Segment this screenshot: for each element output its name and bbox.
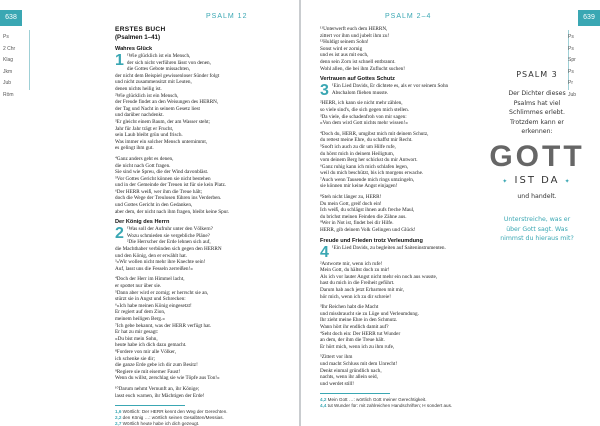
handlettering-prompt-line: Unterstreiche, was er [503,216,571,223]
verse-line: weil du mich beschützt, bis ich morgens erwache. [320,170,424,177]
footnote-text: den König …: wörtlich seinen Gesalbten/Messias. [122,415,224,421]
verse-line: die ganze Erde gebe ich dir zum Besitz! [115,362,198,369]
left-footnotes [115,409,295,426]
verse-line: ⁵Zittert vor ihm [320,354,353,361]
margin-ref: Ps [568,45,574,52]
right-running-head: PSALM 2–4 [385,13,432,20]
verse-line: Er hat zu mir gesagt: [115,329,159,336]
verse-line: Wenn du willst, zerschlag sie wie Töpfe aus Ton!« [115,375,220,382]
verse-line: ⁹Regiere sie mit eiserner Faust! [115,368,181,375]
margin-ref: Ps [3,34,9,40]
psalm2-heading: Der König des Herrn [115,219,170,226]
right-footnote-rule [320,393,390,394]
verse-line: Ihr zieht meine Ehre in den Schmutz. [320,317,398,324]
verse-line: er spottet nur über sie. [115,283,162,289]
margin-ref: Ps [568,68,574,75]
verse-line: Er regiert auf dem Zion, [115,309,166,316]
verse-line: der nicht dem Beispiel gewissenloser Sünder folgt [115,72,220,79]
verse-line: Ich weiß, du schlägst ihnen aufs freche Maul, [320,207,415,214]
handlettering-line: Der Dichter dieses [508,90,566,97]
handlettering-prompt-line: über Gott sagt. Was [506,225,568,233]
verse-line: ⁶Ganz ruhig kann ich mich schlafen legen, [320,163,409,170]
psalm1-number: 1 [115,52,124,69]
left-margin-refs [3,32,27,101]
verse-line: ¹²Huldigt seinem Sohn! [320,39,369,46]
verse-line: ²Wie glücklich ist ein Mensch, [115,92,179,99]
margin-ref: Spr [568,57,576,63]
verse-line: ³Da viele, die schadenfroh von mir sagen: [320,113,407,120]
verse-line: ¹¹Unterwerft euch dem HERRN, [320,26,388,32]
psalm2-verses-3 [115,386,295,399]
psalm1-verses [115,53,295,152]
verse-line: ⁶Der HERR weiß, wer ihm die Treue hält; [115,188,203,195]
psalm1-verses-2 [115,156,295,215]
psalm4-intro: ¹Ein Lied Davids, zu begleiten auf Saiteninstrumenten. [331,244,446,251]
margin-ref: Jub [568,91,577,98]
verse-line: an dem, der ihm die Treue hält. [320,337,385,344]
footnote-text: Wörtlich: Der HERR kennt den Weg der Gerechten. [122,409,228,415]
verse-line: meinem heiligen Berg.« [115,315,165,322]
verse-line: die nicht nach Gott fragen. [115,162,171,169]
handlettering-big-word: GOTT [489,139,585,173]
handlettering-prompt-line: nimmst du hieraus mit? [500,235,574,242]
verse-line: heute habe ich dich dazu gemacht. [115,342,187,349]
verse-line: aber dem, der nicht nach ihm fragen, bleibt keine Spur. [115,208,230,215]
verse-line: ¹Was soll der Aufruhr unter den Völkern? [126,226,213,233]
verse-line: Was immer ein solcher Mensch unternimmt, [115,138,208,145]
margin-ref: 2 Chr [3,45,16,52]
footnote [320,403,470,409]
verse-line: und macht Schluss mit dem Unrecht! [320,360,398,367]
psalm1-block [115,53,295,152]
handlettering-line: Schlimmes erlebt. [509,109,565,116]
book-title: ERSTES BUCH [115,26,166,33]
verse-line: ²HERR, ich kann sie nicht mehr zählen, [320,100,403,107]
book-subtitle: (Psalmen 1–41) [115,34,161,41]
margin-ref: Röm [3,91,14,98]
verse-line: hör mich, wenn ich zu dir schreie! [320,293,392,300]
verse-line: Auf, lasst uns die Fesseln zerreißen!« [115,265,193,272]
verse-line: ⁴Ganz anders geht es denen, [115,155,174,162]
verse-line: ⁹Wer in Not ist, findet bei dir Hilfe. [320,220,394,227]
verse-line: ⁴Doch du, HERR, umgibst mich mit deinem Schutz, [320,130,429,137]
margin-ref: Jkm [3,68,13,75]
handlettering-title: PSALM 3 [516,70,558,79]
psalm3-verses [320,100,470,233]
verse-line: »Du bist mein Sohn, [115,335,158,342]
handlettering-mid-text: IST DA [514,174,560,186]
verse-line: Als ich vor lauter Angst nicht mehr ein noch aus wusste, [320,273,438,280]
verse-line: du hörst mich in deinem Heiligtum, [320,150,395,157]
star-icon: ✦ [502,177,510,185]
handlettering-after: und handelt. [517,192,557,200]
verse-line: ⁵Vor Gottes Gericht können sie nicht bestehen [115,175,211,182]
verse-line: ¹⁰Darum nehmt Vernunft an, ihr Könige; [115,385,200,392]
verse-line: Sie sind wie Spreu, die der Wind davonbläst. [115,169,209,176]
verse-line: so viele sind's, die sich gegen mich stellen. [320,106,409,113]
verse-line: ⁴Doch der Herr im Himmel lacht, [115,276,185,283]
verse-line: es gelingt ihm gut. [115,145,154,152]
right-main-column [320,26,470,409]
footnote [115,421,295,426]
verse-line: und den König, den er erwählt hat. [115,252,188,259]
verse-line: »Von dem wird Gott nichts mehr wissen!« [320,120,408,127]
star-icon: ✦ [564,177,572,185]
handlettering-mid-phrase [488,175,586,186]
handlettering-prompt [488,215,586,244]
psalm3-block [320,82,470,100]
verse-line: lasst euch warnen, ihr Mächtigen der Erde! [115,392,205,399]
verse-line: sein Laub bleibt grün und frisch. [115,132,183,139]
verse-line: HERR, gib deinem Volk Gelingen und Glück! [320,227,416,234]
footnote-text: tut Wunder für: mit zahlreichen Handschriften; H sondert aus. [327,403,453,409]
footnote-text: Wörtlich heute habe ich dich gezeugt. [122,421,200,426]
verse-line: Wohl allen, die bei ihm Zuflucht suchen! [320,65,406,72]
verse-line: zittert vor ihm und jubelt ihm zu! [320,32,390,39]
verse-line: der Tag und Nacht in seinem Gesetz liest [115,105,200,112]
verse-line: denen nichts heilig ist. [115,85,162,92]
verse-line: ⁷Auch wenn Tausende mich rings umzingeln, [320,176,415,183]
verse-line: und missbraucht sie zu Lüge und Verleumdung. [320,310,419,317]
right-page-number: 639 [578,10,600,26]
verse-line: ⁸Fordere von mir alle Völker, [115,348,177,355]
verse-line: und werdet still! [320,380,354,387]
verse-line: und in der Gemeinde der Treuen ist für sie kein Platz. [115,182,227,189]
margin-ref: Klag [3,57,14,63]
verse-line: ich schenke sie dir; [115,355,155,362]
verse-line: vom deinem Berg her schickst du mir Antwort. [320,157,418,164]
verse-line: ²Die Herrscher der Erde lehnen sich auf, [126,239,211,246]
verse-line: Wozu schmieden sie vergebliche Pläne? [126,232,210,239]
verse-line: ³Ihr Reichen habt die Macht [320,304,379,311]
verse-line: ³Er gleicht einem Baum, der am Wasser steht; [115,118,210,125]
verse-line: nachts, wenn ihr allein seid, [320,374,378,381]
verse-line: hast du mich in die Freiheit geführt. [320,280,395,287]
psalm2-verses-2 [115,276,295,382]
psalm3-intro: ¹Ein Lied Davids, Er dichtete es, als er vor seinem Sohn Abschalom fliehen musste. [331,83,449,96]
footnote-ref: 4,4 [320,403,328,409]
left-running-head: PSALM 12 [206,13,248,20]
margin-ref: Pr [568,80,573,86]
verse-line: ¹Wie glücklich ist ein Mensch, [126,53,191,59]
verse-line: Du mein Gott, greif doch ein! [320,200,382,207]
verse-line: stürzt sie in Angst und Schrecken: [115,296,186,303]
psalm4-verses [320,261,470,388]
psalm2-block [115,226,295,272]
verse-line: der Freude findet an den Weisungen des HERRN, [115,99,219,106]
psalm3-heading: Vertrauen auf Gottes Schutz [320,76,395,83]
margin-ref: Ps [568,34,574,40]
verse-line: und nicht zusammensitzt mit Leuten, [115,79,192,86]
right-footnotes [320,397,470,409]
footnote-ref: 2,2 [115,415,123,421]
verse-line: Sonst wird er zornig [320,45,363,52]
verse-line: ⁷Ich gebe bekannt, was der HERR verfügt hat. [115,322,212,329]
verse-line: du rettest meine Ehre, du schaffst mir Recht. [320,137,413,144]
left-main-column [115,26,295,426]
verse-line: der sich nicht verführen lässt von denen, [126,59,211,66]
verse-line: die Machthaber verbünden sich gegen den HERRN [115,246,222,253]
psalm2-number: 2 [115,225,124,243]
psalm2-verses [115,226,295,272]
verse-line: Denkt einmal gründlich nach, [320,367,382,374]
verse-line: und es ist aus mit euch, [320,52,369,59]
footnote-text: Mein Gott …: wörtlich Gott meiner Gerechtigkeit. [327,397,427,403]
psalm3-number: 3 [320,82,329,100]
left-page [0,0,299,426]
psalm2-continued [320,26,470,72]
verse-line: die Gottes Gebote missachten, [126,66,191,73]
verse-line: ⁸Steh nicht länger zu, HERR! [320,194,382,201]
margin-ref: Jub [3,80,12,86]
handlettering-lines [488,89,586,137]
left-margin-rule [29,30,30,90]
verse-line: und darüber nachdenkt. [115,112,164,119]
handlettering-line: Trotzdem kann er [510,118,564,126]
psalm4-number: 4 [320,243,329,261]
left-page-number: 638 [0,10,22,26]
verse-line: Darum hab auch jetzt Erbarmen mit mir, [320,287,405,293]
footnote-ref: 4,2 [320,397,328,403]
psalm1-heading: Wahres Glück [115,46,153,52]
verse-line: ⁵Dann aber wird er zornig; er herrscht sie an, [115,289,209,296]
verse-line: Jahr für Jahr trägt er Frucht, [115,125,174,132]
handlettering-line: erkennen: [521,128,553,135]
footnote-ref: 2,7 [115,421,123,426]
verse-line: sie können mir keine Angst einjagen! [320,183,398,190]
verse-line: Wann hört ihr endlich damit auf? [320,323,389,330]
verse-line: ²Antworte mir, wenn ich rufe! [320,260,383,267]
verse-line: Mein Gott, du hältst doch zu mir! [320,267,390,274]
verse-line: denn sein Zorn ist schnell entbrannt. [320,58,396,65]
verse-line: du brichst meinen Feinden die Zähne aus. [320,213,407,220]
footnote-ref: 1,6 [115,409,123,415]
verse-line: Er hört mich, wenn ich zu ihm rufe, [320,343,395,350]
verse-line: ⁵Sooft ich auch zu dir um Hilfe rufe, [320,143,396,150]
handlettering-note [488,70,586,244]
psalm4-heading: Freude und Frieden trotz Verleumdung [320,237,423,244]
psalm4-block [320,243,470,261]
verse-line: doch die Wege der Treulosen führen ins Verderben. [115,195,222,202]
verse-line: ³»Wir wollen nicht mehr ihre Knechte sein! [115,259,206,266]
handlettering-line: Psalms hat viel [513,99,561,107]
verse-line: ⁶»Ich habe meinen König eingesetzt! [115,302,192,309]
verse-line: und Gottes Gericht in den Gedanken, [115,202,193,209]
left-footnote-rule [115,405,185,406]
verse-line: ⁴Seht doch ein: Der HERR tut Wunder [320,330,401,337]
